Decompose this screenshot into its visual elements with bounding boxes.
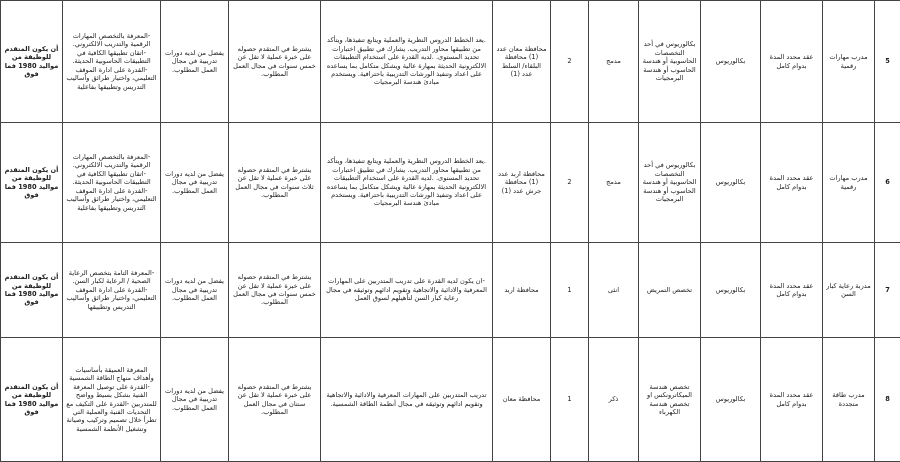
experience: يشترط في المتقدم حصوله على خبرة عملية لا تقل عن ثلاث سنوات في مجال العمل المطلوب.	[229, 123, 321, 243]
job-title: مدربة رعاية كبار السن	[823, 243, 875, 338]
count: 2	[551, 123, 589, 243]
location: محافظة معان عدد (1) محافظة البلقاء/ السلط عدد (1)	[493, 1, 551, 123]
skills: -المعرفة بالتخصص المهارات الرقمية والتدريب الالكتروني. -اتقان تطبيقها الكافية في التطبيقات الحاسوبية الحديثة. -القدرة على ادارة الموقف التعليمي، واختيار طرائق وأساليب التدريس وتطبيقها بفاعلية	[63, 1, 161, 123]
age-requirement: أن يكون المتقدم للوظيفة من مواليد 1980 فما فوق	[1, 123, 63, 243]
row-number: 8	[875, 338, 900, 462]
table-row	[1, 243, 900, 338]
contract-type: عقد محدد المدة بدوام كامل	[761, 1, 823, 123]
specialization: بكالوريوس في أحد التخصصات الحاسوبية أو هندسة الحاسوب أو هندسة البرمجيات	[639, 123, 701, 243]
training: يفضل من لديه دورات تدريبية في مجال العمل المطلوب.	[161, 1, 229, 123]
specialization: بكالوريوس في أحد التخصصات الحاسوبية أو هندسة الحاسوب أو هندسة البرمجيات	[639, 1, 701, 123]
degree: بكالوريوس	[701, 243, 761, 338]
experience: يشترط في المتقدم حصوله على خبرة عملية لا تقل عن خمس سنوات في مجال العمل المطلوب.	[229, 1, 321, 123]
gender: مدمج	[589, 123, 639, 243]
training: يفضل من لديه دورات تدريبية في مجال العمل المطلوب.	[161, 243, 229, 338]
age-requirement: أن يكون المتقدم للوظيفة من مواليد 1980 فما فوق	[1, 1, 63, 123]
tasks: -ان يكون لديه القدرة على تدريب المتدربين على المهارات المعرفية والادائية والاتجاهية وتقويم ادائهم وتوثيقه في مجال رعاية كبار السن لتأهيلهم لسوق العمل	[321, 243, 493, 338]
table-row	[1, 338, 900, 462]
contract-type: عقد محدد المدة بدوام كامل	[761, 243, 823, 338]
specialization: تخصص هندسة الميكاترونكس او تخصص هندسة الكهرباء	[639, 338, 701, 462]
age-requirement: أن يكون المتقدم للوظيفة من مواليد 1980 فما فوق	[1, 338, 63, 462]
degree: بكالوريوس	[701, 338, 761, 462]
count: 1	[551, 338, 589, 462]
gender: مدمج	[589, 1, 639, 123]
age-requirement: أن يكون المتقدم للوظيفة من مواليد 1980 فما فوق	[1, 243, 63, 338]
table-row	[1, 1, 900, 123]
count: 2	[551, 1, 589, 123]
skills: المعرفة العميقة بأساسيات وأهداف منهاج الطاقة الشمسية -القدرة على توصيل المعرفة الفنية بشكل بسيط وواضح للمتدربين -القدرة على التكيف مع التحديات الفنية والعملية التي تطرأ خلال تصميم وتركيب وصيانة وتشغيل الأنظمة الشمسية	[63, 338, 161, 462]
location: محافظة اربد عدد (1) محافظة جرش عدد (1)	[493, 123, 551, 243]
count: 1	[551, 243, 589, 338]
job-title: مدرب طاقة متجددة	[823, 338, 875, 462]
skills: -المعرفة التامة بتخصص الرعاية الصحية / الرعاية لكبار السن. -القدرة على ادارة الموقف التعليمي، واختيار طرائق وأساليب التدريس وتطبيقها	[63, 243, 161, 338]
gender: ذكر	[589, 338, 639, 462]
contract-type: عقد محدد المدة بدوام كامل	[761, 338, 823, 462]
row-number: 7	[875, 243, 900, 338]
degree: بكالوريوس	[701, 123, 761, 243]
degree: بكالوريوس	[701, 1, 761, 123]
table-row	[1, 123, 900, 243]
location: محافظة معان	[493, 338, 551, 462]
gender: انثى	[589, 243, 639, 338]
row-number: 6	[875, 123, 900, 243]
skills: -المعرفة بالتخصص المهارات الرقمية والتدريب الالكتروني. -اتقان تطبيقها الكافية في التطبيقات الحاسوبية الحديثة. -القدرة على ادارة الموقف التعليمي، واختيار طرائق وأساليب التدريس وتطبيقها بفاعلية	[63, 123, 161, 243]
row-number: 5	[875, 1, 900, 123]
tasks: .يعد الخطط الدروس النظرية والعملية ويتابع تنفيذها، ويتأكد من تطبيقها محاور التدريب. يشارك في تطبيق اختبارات تحديد المستوى. .لديه القدرة على استخدام التطبيقات الالكترونية الحديثة بمهارة عالية ويشكل متكامل بما يساعده على اعداد وتنفيذ الورشات التدريبية باحترافية. ويستخدم مبادئ هندسة البرمجيات	[321, 1, 493, 123]
experience: يشترط في المتقدم حصوله على خبرة عملية لا تقل عن سنتان في مجال العمل المطلوب.	[229, 338, 321, 462]
specialization: تخصص التمريض	[639, 243, 701, 338]
job-title: مدرب مهارات رقمية	[823, 123, 875, 243]
experience: يشترط في المتقدم حصوله على خبرة عملية لا تقل عن خمس سنوات في مجال العمل المطلوب.	[229, 243, 321, 338]
location: محافظة اربد	[493, 243, 551, 338]
job-title: مدرب مهارات رقمية	[823, 1, 875, 123]
training: يفضل من لديه دورات تدريبية في مجال العمل المطلوب.	[161, 123, 229, 243]
contract-type: عقد محدد المدة بدوام كامل	[761, 123, 823, 243]
tasks: تدريب المتدربين على المهارات المعرفية والادائية والاتجاهية وتقويم ادائهم وتوثيقه في مجال أنظمة الطاقة الشمسية.	[321, 338, 493, 462]
tasks: .يعد الخطط الدروس النظرية والعملية ويتابع تنفيذها، ويتأكد من تطبيقها محاور التدريب. يشارك في تطبيق اختبارات تحديد المستوى. .لديه القدرة على استخدام التطبيقات الالكترونية الحديثة بمهارة عالية ويشكل متكامل بما يساعده على اعداد وتنفيذ الورشات التدريبية باحترافية. ويستخدم مبادئ هندسة البرمجيات	[321, 123, 493, 243]
training: يفضل من لديه دورات تدريبية في مجال العمل المطلوب.	[161, 338, 229, 462]
